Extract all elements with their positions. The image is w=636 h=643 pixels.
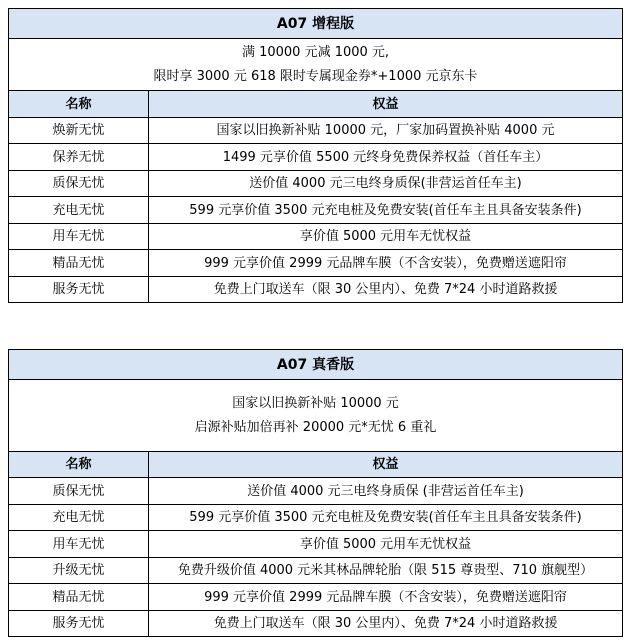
row-name: 充电无忧 bbox=[9, 505, 149, 531]
row-benefit: 享价值 5000 元用车无忧权益 bbox=[149, 224, 623, 250]
table-row bbox=[9, 478, 623, 505]
promo-line: 限时享 3000 元 618 限时专属现金券*+1000 元京东卡 bbox=[153, 68, 478, 84]
table-row bbox=[9, 505, 623, 531]
row-name: 保养无忧 bbox=[9, 144, 149, 171]
row-benefit: 免费升级价值 4000 元米其林品牌轮胎（限 515 尊贵型、710 旗舰型） bbox=[149, 558, 623, 584]
table-row bbox=[9, 531, 623, 558]
row-benefit: 国家以旧换新补贴 10000 元，厂家加码置换补贴 4000 元 bbox=[149, 118, 623, 144]
row-name: 充电无忧 bbox=[9, 197, 149, 224]
promo-line: 国家以旧换新补贴 10000 元 bbox=[232, 395, 399, 411]
row-name: 升级无忧 bbox=[9, 558, 149, 584]
column-header-name: 名称 bbox=[9, 91, 149, 118]
promo-cell bbox=[9, 380, 623, 452]
table-row bbox=[9, 611, 623, 637]
promo-line: 启源补贴加倍再补 20000 元*无忧 6 重礼 bbox=[194, 419, 437, 435]
row-benefit: 999 元享价值 2999 元品牌车膜（不含安装），免费赠送遮阳帘 bbox=[149, 250, 623, 277]
table-title: A07 增程版 bbox=[9, 9, 623, 39]
row-name: 用车无忧 bbox=[9, 531, 149, 558]
table-row bbox=[9, 118, 623, 144]
row-name: 服务无忧 bbox=[9, 277, 149, 303]
table-row bbox=[9, 197, 623, 224]
row-name: 焕新无忧 bbox=[9, 118, 149, 144]
table-title: A07 真香版 bbox=[9, 350, 623, 380]
table-row bbox=[9, 224, 623, 250]
benefits-table-extended-range bbox=[8, 8, 623, 303]
promo-cell bbox=[9, 39, 623, 91]
row-benefit: 599 元享价值 3500 元充电桩及免费安装(首任车主且具备安装条件) bbox=[149, 505, 623, 531]
table-row bbox=[9, 250, 623, 277]
table-row bbox=[9, 584, 623, 611]
row-benefit: 599 元享价值 3500 元充电桩及免费安装(首任车主且具备安装条件) bbox=[149, 197, 623, 224]
column-header-benefit: 权益 bbox=[149, 452, 623, 478]
row-benefit: 免费上门取送车（限 30 公里内）、免费 7*24 小时道路救援 bbox=[149, 611, 623, 637]
row-name: 质保无忧 bbox=[9, 171, 149, 197]
column-header-name: 名称 bbox=[9, 452, 149, 478]
header-row bbox=[9, 91, 623, 118]
header-row bbox=[9, 452, 623, 478]
row-benefit: 999 元享价值 2999 元品牌车膜（不含安装），免费赠送遮阳帘 bbox=[149, 584, 623, 611]
row-name: 质保无忧 bbox=[9, 478, 149, 505]
table-row bbox=[9, 171, 623, 197]
table-row bbox=[9, 558, 623, 584]
row-name: 精品无忧 bbox=[9, 584, 149, 611]
row-benefit: 免费上门取送车（限 30 公里内）、免费 7*24 小时道路救援 bbox=[149, 277, 623, 303]
row-name: 用车无忧 bbox=[9, 224, 149, 250]
table-row bbox=[9, 144, 623, 171]
row-benefit: 享价值 5000 元用车无忧权益 bbox=[149, 531, 623, 558]
row-name: 精品无忧 bbox=[9, 250, 149, 277]
row-benefit: 1499 元享价值 5500 元终身免费保养权益（首任车主） bbox=[149, 144, 623, 171]
row-benefit: 送价值 4000 元三电终身质保 (非营运首任车主) bbox=[149, 478, 623, 505]
column-header-benefit: 权益 bbox=[149, 91, 623, 118]
table-row bbox=[9, 277, 623, 303]
row-name: 服务无忧 bbox=[9, 611, 149, 637]
benefits-table-value bbox=[8, 349, 623, 637]
promo-line: 满 10000 元减 1000 元, bbox=[241, 44, 390, 60]
row-benefit: 送价值 4000 元三电终身质保(非营运首任车主) bbox=[149, 171, 623, 197]
